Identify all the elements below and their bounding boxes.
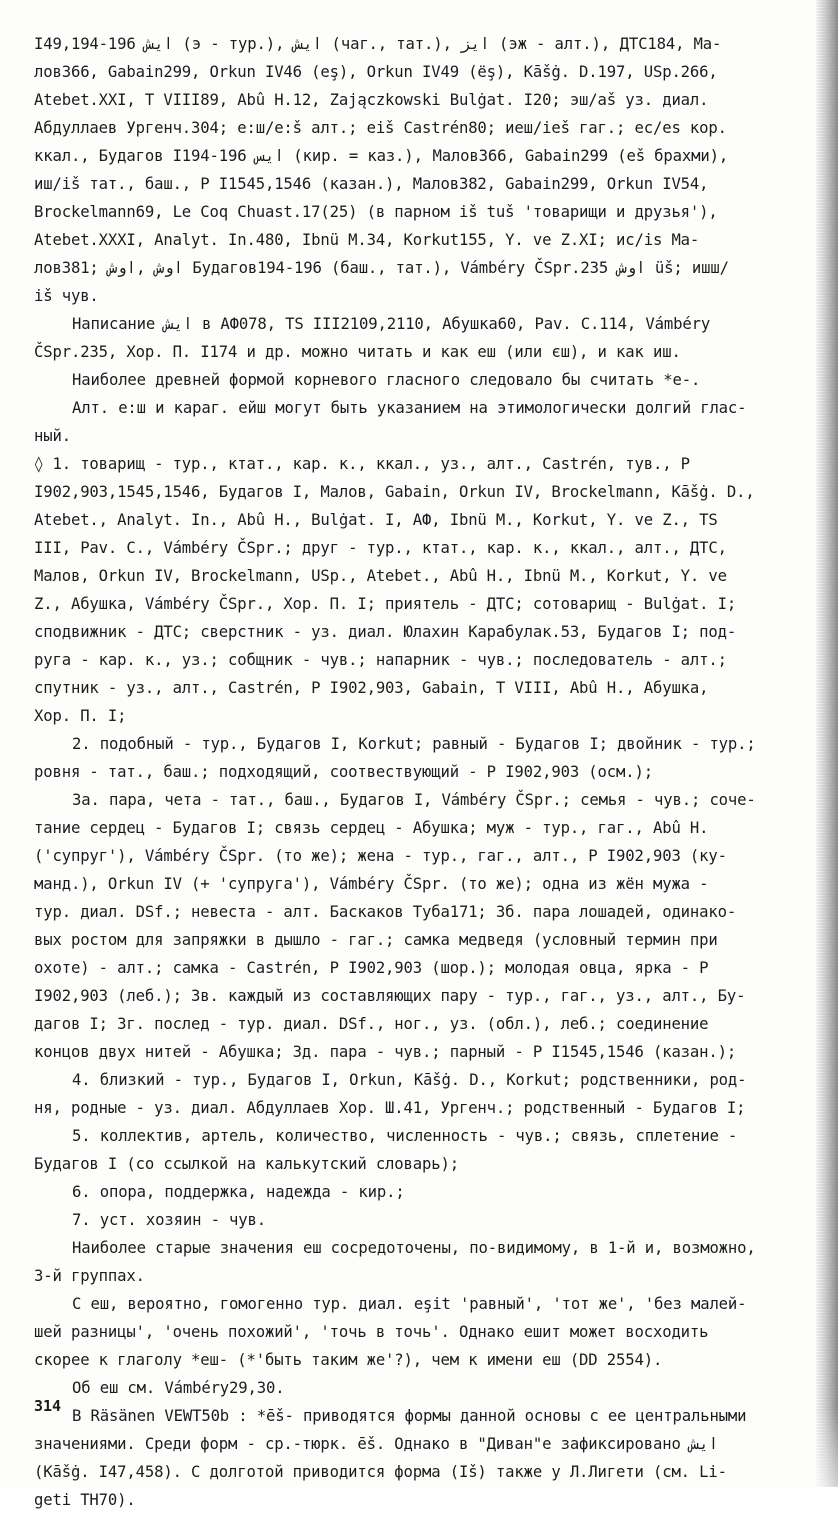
meaning-item-7: 7. уст. хозяин - чув. <box>72 1211 267 1229</box>
text-line: Абдуллаев Ургенч.304; е:ш/е:š алт.; eiš Castrén80; иеш/iеš гаг.; ес/es кор. <box>34 119 727 137</box>
text-line: манд.), Orkun IV (+ 'супруга'), Vámbéry ČSpr. (то же); одна из жён мужа - <box>34 875 709 893</box>
text-line: III, Pav. C., Vámbéry ČSpr.; друг - тур., ктат., кар. к., ккал., алт., ДТС, <box>34 539 727 557</box>
text-line: скорее к глаголу *еш- (*'быть таким же'?), чем к имени еш (DD 2554). <box>34 1351 663 1369</box>
text-line: сподвижник - ДТС; сверстник - уз. диал. Юлахин Карабулак.53, Будагов I; под- <box>34 623 737 641</box>
paragraph-first-line: Алт. е:ш и караг. ейш могут быть указанием на этимологически долгий глас- <box>72 399 747 417</box>
text-line: иш/iš тат., баш., Р I1545,1546 (казан.), Малов382, Gabain299, Orkun IV54, <box>34 175 709 193</box>
text-line: I49,194-196 ايش (э - тур.), ايش (чаг., тат.), ايز (эж - алт.), ДТС184, Ма- <box>34 35 722 53</box>
meaning-item-2: 2. подобный - тур., Будагов I, Korkut; равный - Будагов I; двойник - тур.; <box>72 735 756 753</box>
meaning-item-4: 4. близкий - тур., Будагов I, Orkun, Kāšġ. D., Korkut; родственники, род- <box>72 1071 747 1089</box>
text-line: шей разницы', 'очень похожий', 'точь в точь'. Однако ешит может восходить <box>34 1323 709 1341</box>
meaning-item-3: 3а. пара, чета - тат., баш., Будагов I, Vámbéry ČSpr.; семья - чув.; соче- <box>72 791 756 809</box>
text-line: спутник - уз., алт., Castrén, Р I902,903, Gabain, T VIII, Abû H., Абушка, <box>34 679 709 697</box>
scan-edge-shadow <box>816 0 838 1487</box>
text-line: iš чув. <box>34 287 99 305</box>
meaning-item-5: 5. коллектив, артель, количество, численность - чув.; связь, сплетение - <box>72 1127 738 1145</box>
paragraph-first-line: Наиболее старые значения еш сосредоточены, по-видимому, в 1-й и, возможно, <box>72 1239 756 1257</box>
text-line: ный. <box>34 427 71 445</box>
meaning-item-6: 6. опора, поддержка, надежда - кир.; <box>72 1183 405 1201</box>
text-line: (Kāšġ. I47,458). С долготой приводится форма (Iš) также у Л.Лигети (см. Li- <box>34 1463 727 1481</box>
text-line: охоте) - алт.; самка - Castrén, Р I902,903 (шор.); молодая овца, ярка - Р <box>34 959 709 977</box>
text-line: Brockelmann69, Le Coq Chuast.17(25) (в парном iš tuš 'товарищи и друзья'), <box>34 203 718 221</box>
text-line: дагов I; 3г. послед - тур. диал. DSf., ног., уз. (обл.), леб.; соединение <box>34 1015 709 1033</box>
text-line: ('супруг'), Vámbéry ČSpr. (то же); жена - тур., гаг., алт., Р I902,903 (ку- <box>34 847 727 865</box>
text-line: I902,903,1545,1546, Будагов I, Малов, Gabain, Orkun IV, Brockelmann, Kāšġ. D., <box>34 483 755 501</box>
text-line: I902,903 (леб.); 3в. каждый из составляющих пару - тур., гаг., уз., алт., Бу- <box>34 987 746 1005</box>
text-line: Будагов I (со ссылкой на калькутский словарь); <box>34 1155 459 1173</box>
text-line: концов двух нитей - Абушка; 3д. пара - чув.; парный - Р I1545,1546 (казан.); <box>34 1043 737 1061</box>
text-line: Atebet.XXXI, Analyt. In.480, Ibnü M.34, Korkut155, Y. ve Z.XI; ис/is Ма- <box>34 231 700 249</box>
text-line: лов366, Gabain299, Orkun IV46 (eş), Orkun IV49 (ёş), Kāšġ. D.197, USp.266, <box>34 63 718 81</box>
paragraph-first-line: Написание ايش в АФ078, TS III2109,2110, Абушка60, Pav. C.114, Vámbéry <box>72 315 711 333</box>
paragraph-first-line: Об еш см. Vámbéry29,30. <box>72 1379 285 1397</box>
paragraph-first-line: Наиболее древней формой корневого гласного следовало бы считать *е-. <box>72 371 701 389</box>
page-number: 314 <box>34 1397 62 1415</box>
text-line: Хор. П. I; <box>34 707 127 725</box>
dictionary-entry-text <box>34 30 810 1514</box>
meaning-section-start: ◊ 1. товарищ - тур., ктат., кар. к., ккал., уз., алт., Castrén, тув., Р <box>34 455 690 473</box>
text-line: ровня - тат., баш.; подходящий, соотвествующий - Р I902,903 (осм.); <box>34 763 653 781</box>
text-line: тур. диал. DSf.; невеста - алт. Баскаков Туба171; 3б. пара лошадей, одинако- <box>34 903 737 921</box>
text-line: Atebet.XXI, T VIII89, Abû H.12, Zajączkowski Bulġat. I20; эш/аš уз. диал. <box>34 91 709 109</box>
text-line: тание сердец - Будагов I; связь сердец - Абушка; муж - тур., гаг., Abû H. <box>34 819 709 837</box>
text-line: Z., Абушка, Vámbéry ČSpr., Хор. П. I; приятель - ДТС; сотоварищ - Bulġat. I; <box>34 595 737 613</box>
text-line: ČSpr.235, Хор. П. I174 и др. можно читать и как еш (или єш), и как иш. <box>34 343 681 361</box>
paragraph-first-line: С еш, вероятно, гомогенно тур. диал. eşit 'равный', 'тот же', 'без малей- <box>72 1295 747 1313</box>
text-line: лов381; اوش ,اوش Будагов194-196 (баш., тат.), Vámbéry ČSpr.235 اوش üš; ишш/ <box>34 259 729 277</box>
scan-edge-fade <box>816 1407 838 1487</box>
text-line: geti TH70). <box>34 1491 136 1509</box>
text-line: ня, родные - уз. диал. Абдуллаев Хор. Ш.41, Ургенч.; родственный - Будагов I; <box>34 1099 746 1117</box>
text-line: ккал., Будагов I194-196 ايس (кир. = каз.), Малов366, Gabain299 (еš брахми), <box>34 147 729 165</box>
text-line: 3-й группах. <box>34 1267 145 1285</box>
text-line: Atebet., Analyt. In., Abû H., Bulġat. I, АФ, Ibnü M., Korkut, Y. ve Z., TS <box>34 511 718 529</box>
paragraph-first-line: В Räsänen VEWT50b : *ēš- приводятся формы данной основы с ее центральными <box>72 1407 747 1425</box>
text-line: значениями. Среди форм - ср.-тюрк. ēš. Однако в "Диван"е зафиксировано ايش <box>34 1435 719 1453</box>
text-line: Малов, Orkun IV, Brockelmann, USp., Atebet., Abû H., Ibnü M., Korkut, Y. ve <box>34 567 727 585</box>
text-line: руга - кар. к., уз.; собщник - чув.; напарник - чув.; последователь - алт.; <box>34 651 727 669</box>
text-line: вых ростом для запряжки в дышло - гаг.; самка медведя (условный термин при <box>34 931 718 949</box>
